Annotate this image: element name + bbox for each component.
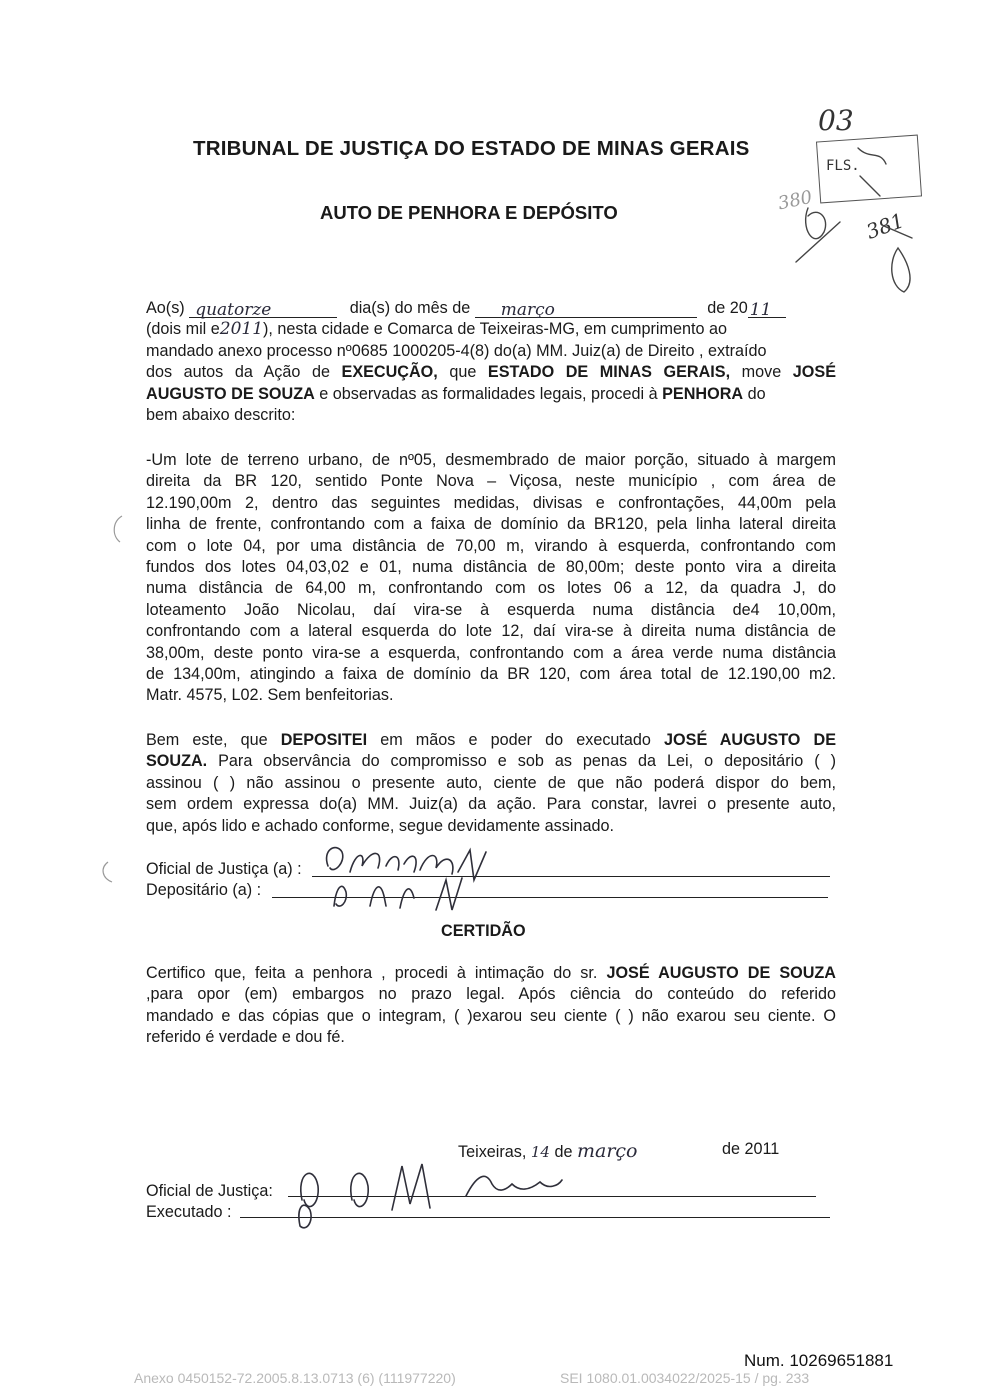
day-handwritten: quatorze bbox=[195, 300, 272, 320]
officer-label: Oficial de Justiça (a) : bbox=[146, 860, 302, 878]
year-suffix-handwritten: 11 bbox=[749, 300, 772, 320]
penhora-keyword: PENHORA bbox=[662, 384, 744, 403]
sei-reference: SEI 1080.01.0034022/2025-15 / pg. 233 bbox=[560, 1370, 810, 1386]
court-title: TRIBUNAL DE JUSTIÇA DO ESTADO DE MINAS GERAIS bbox=[193, 137, 750, 160]
intimated-name: JOSÉ AUGUSTO DE SOUZA bbox=[606, 964, 836, 982]
page-number-new: 381 bbox=[863, 208, 908, 244]
text-fragment: e observadas as formalidades legais, procedi à bbox=[314, 384, 663, 403]
certidao-line-4: referido é verdade e dou fé. bbox=[146, 1028, 345, 1047]
property-line: linha de frente, confrontando com a faixa de domínio da BR120, pela linha lateral direita bbox=[146, 515, 836, 534]
officer-signature-2 bbox=[301, 1164, 562, 1210]
closing-day-handwritten: 14 bbox=[530, 1143, 550, 1161]
closing-officer-label: Oficial de Justiça: bbox=[146, 1182, 273, 1200]
text-fragment: dia(s) do mês de bbox=[349, 299, 471, 317]
depositary-label: Depositário (a) : bbox=[146, 881, 262, 899]
page-number-old: 380 bbox=[776, 186, 815, 215]
property-line: loteamento João Nicolau, daí vira-se à esquerda numa distância de4 10,00m, bbox=[146, 600, 836, 619]
city-name: Teixeiras, bbox=[458, 1143, 527, 1161]
property-line: 38,00m, deste ponto vira-se a esquerda, confrontando com a área verde numa distância bbox=[146, 643, 836, 662]
text-fragment: Bem este, que bbox=[146, 731, 281, 749]
property-line: de 134,00m, atingindo a faixa de domínio da BR 120, com área total de 12.190,00 m2. bbox=[146, 664, 836, 683]
property-line: direita da BR 120, sentido Ponte Nova – Viçosa, neste município , com área de bbox=[146, 472, 836, 491]
deposit-keyword: DEPOSITEI bbox=[280, 731, 368, 749]
stamp-label: FLS. bbox=[826, 158, 860, 174]
year-handwritten: 2011 bbox=[219, 319, 264, 340]
officer-signature-1 bbox=[327, 848, 486, 880]
action-type: EXECUÇÃO, bbox=[341, 363, 438, 382]
opening-line-6: bem abaixo descrito: bbox=[146, 405, 296, 424]
closing-year: de 2011 bbox=[722, 1140, 780, 1158]
property-line: -Um lote de terreno urbano, de nº05, desmembrado de maior porção, situado à margem bbox=[146, 451, 836, 469]
property-line: fundos dos lotes 04,03,02 e 01, numa distância de 80,00m; deste ponto vira a direita bbox=[146, 557, 836, 576]
text-fragment: em mãos e poder do executado bbox=[367, 731, 665, 749]
certidao-line-3: mandado e das cópias que o integram, ( )exarou seu ciente ( ) não exarou seu ciente. O bbox=[146, 1006, 836, 1025]
document-subtitle: AUTO DE PENHORA E DEPÓSITO bbox=[320, 202, 618, 223]
page-number-top: 03 bbox=[818, 104, 854, 137]
text-fragment: de bbox=[554, 1143, 573, 1161]
text-fragment: dos autos da Ação de bbox=[146, 363, 342, 382]
certidao-title: CERTIDÃO bbox=[441, 922, 526, 940]
certidao-line-2: ,para opor (em) embargos no prazo legal. Após ciência do conteúdo do referido bbox=[146, 985, 836, 1004]
deposit-line-3: assinou ( ) não assinou o presente auto, ciente de que não poderá dispor do bem, bbox=[146, 773, 836, 792]
property-line: numa distância de 64,00 m, confrontando com os lotes 06 a 12, da quadra J, do bbox=[146, 579, 836, 598]
text-fragment: Certifico que, feita a penhora , procedi à intimação do sr. bbox=[146, 964, 607, 982]
depositary-signature bbox=[334, 878, 462, 910]
text-fragment: ), nesta cidade e Comarca de Teixeiras-MG, em cumprimento ao bbox=[263, 320, 727, 339]
defendant-name-part: JOSÉ bbox=[792, 363, 836, 382]
deposit-line-4: sem ordem expressa do(a) MM. Juiz(a) da ação. Para constar, lavrei o presente auto, bbox=[146, 795, 836, 814]
property-line: 12.190,00m 2, dentro das seguintes medidas, divisas e confrontações, 44,00m pela bbox=[146, 493, 836, 512]
executed-label: Executado : bbox=[146, 1203, 232, 1221]
text-fragment: Para observância do compromisso e sob as penas da Lei, o depositário ( ) bbox=[207, 752, 836, 771]
annex-reference: Anexo 0450152-72.2005.8.13.0713 (6) (111977220) bbox=[134, 1370, 456, 1386]
executed-signature bbox=[299, 1205, 311, 1228]
defendant-name-part: AUGUSTO DE SOUZA bbox=[146, 384, 315, 403]
property-line-last: Matr. 4575, L02. Sem benfeitorias. bbox=[146, 686, 394, 705]
text-fragment: de 20 bbox=[707, 299, 748, 317]
month-handwritten: março bbox=[500, 300, 555, 320]
opening-line-3: mandado anexo processo nº0685 1000205-4(8) do(a) MM. Juiz(a) de Direito , extraído bbox=[146, 341, 767, 360]
text-fragment: do bbox=[743, 384, 766, 403]
text-fragment: Ao(s) bbox=[146, 299, 185, 317]
property-line: confrontando com a lateral esquerda do lote 12, daí vira-se à direita numa distância de bbox=[146, 622, 836, 641]
deposit-line-5: que, após lido e achado conforme, segue devidamente assinado. bbox=[146, 816, 614, 835]
text-fragment: move bbox=[730, 363, 793, 382]
text-fragment: que bbox=[437, 363, 488, 382]
document-number: Num. 10269651881 bbox=[744, 1351, 894, 1370]
plaintiff-name: ESTADO DE MINAS GERAIS, bbox=[487, 363, 731, 382]
scan-marks bbox=[103, 516, 122, 882]
text-fragment: (dois mil e bbox=[146, 320, 220, 339]
closing-month-handwritten: março bbox=[576, 1140, 638, 1162]
stamp-handwriting bbox=[796, 148, 912, 292]
property-line: com o lote 04, por uma distância de 70,00 m, virando à esquerda, confrontando com bbox=[146, 536, 836, 555]
executed-name-part: SOUZA. bbox=[146, 752, 208, 771]
executed-name-part: JOSÉ AUGUSTO DE bbox=[664, 731, 836, 749]
